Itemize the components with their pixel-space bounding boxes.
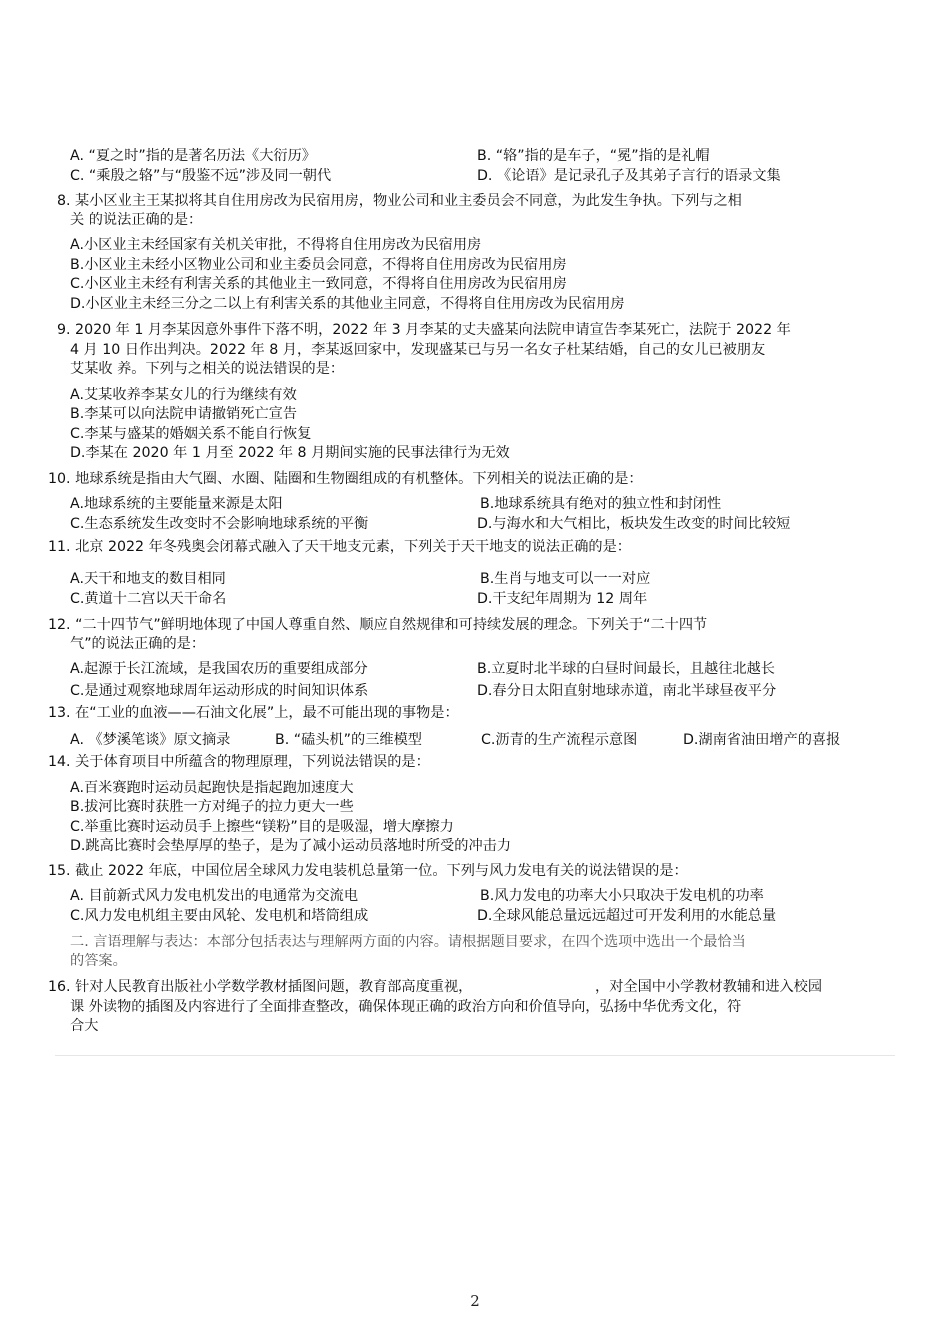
q13-stem: 13. 在“工业的血液——石油文化展”上，最不可能出现的事物是： [48,705,459,721]
page-number: 2 [470,1292,480,1310]
q16-line2: 课 外读物的插图及内容进行了全面排查整改，确保体现正确的政治方向和价值导向，弘扬中华优秀文化，符 [70,999,742,1015]
q7-option-a: A. “夏之时”指的是著名历法《大衍历》 [70,148,316,164]
q13-option-c: C.沥青的生产流程示意图 [481,732,638,748]
section-2-heading-line2: 的答案。 [70,953,127,969]
q15-option-a: A. 目前新式风力发电机发出的电通常为交流电 [70,888,359,904]
q13-option-b: B. “磕头机”的三维模型 [275,732,422,748]
q8-stem-line1: 8. 某小区业主王某拟将其自住用房改为民宿用房，物业公司和业主委员会不同意，为此发生争执。下列与之相 [57,193,742,209]
q8-option-d: D.小区业主未经三分之二以上有利害关系的其他业主同意，不得将自住用房改为民宿用房 [70,296,625,312]
q10-option-d: D.与海水和大气相比，板块发生改变的时间比较短 [477,516,791,532]
q7-option-b: B. “辂”指的是车子，“冕”指的是礼帽 [477,148,710,164]
q11-option-a: A.天干和地支的数目相同 [70,571,226,587]
q16-line3: 合大 [70,1018,99,1034]
q13-option-d: D.湖南省油田增产的喜报 [683,732,841,748]
q9-stem-line2: 4 月 10 日作出判决。2022 年 8 月，李某返回家中，发现盛某已与另一名女子杜某结婚，自己的女儿已被朋友 [70,342,766,358]
q12-stem-line2: 气”的说法正确的是： [70,636,206,652]
q14-option-a: A.百米赛跑时运动员起跑快是指起跑加速度大 [70,780,354,796]
q9-option-c: C.李某与盛某的婚姻关系不能自行恢复 [70,426,312,442]
q12-option-c: C.是通过观察地球周年运动形成的时间知识体系 [70,683,369,699]
section-2-heading-line1: 二. 言语理解与表达：本部分包括表达与理解两方面的内容。请根据题目要求，在四个选项中选出一个最恰当 [70,934,746,950]
q11-stem: 11. 北京 2022 年冬残奥会闭幕式融入了天干地支元素，下列关于天干地支的说法正确的是： [48,539,631,555]
q7-option-c: C. “乘殷之辂”与“殷鉴不远”涉及同一朝代 [70,168,332,184]
q12-stem-line1: 12. “二十四节气”鲜明地体现了中国人尊重自然、顺应自然规律和可持续发展的理念。下列关于“二十四节 [48,617,708,633]
q11-option-b: B.生肖与地支可以一一对应 [480,571,651,587]
q10-option-c: C.生态系统发生改变时不会影响地球系统的平衡 [70,516,369,532]
q14-option-b: B.拔河比赛时获胜一方对绳子的拉力更大一些 [70,799,354,815]
q15-option-d: D.全球风能总量远远超过可开发利用的水能总量 [477,908,777,924]
q9-stem-line1: 9. 2020 年 1 月李某因意外事件下落不明，2022 年 3 月李某的丈夫盛某向法院申请宣告李某死亡，法院于 2022 年 [57,322,791,338]
q9-option-b: B.李某可以向法院申请撤销死亡宣告 [70,406,298,422]
q7-option-d: D. 《论语》是记录孔子及其弟子言行的语录文集 [477,168,781,184]
q15-option-b: B.风力发电的功率大小只取决于发电机的功率 [480,888,764,904]
q10-option-b: B.地球系统具有绝对的独立性和封闭性 [480,496,722,512]
q11-option-d: D.干支纪年周期为 12 周年 [477,591,648,607]
q14-option-d: D.跳高比赛时会垫厚厚的垫子，是为了减小运动员落地时所受的冲击力 [70,838,512,854]
q15-stem: 15. 截止 2022 年底，中国位居全球风力发电装机总量第一位。下列与风力发电有关的说法错误的是： [48,863,688,879]
q12-option-d: D.春分日太阳直射地球赤道，南北半球昼夜平分 [477,683,777,699]
q10-option-a: A.地球系统的主要能量来源是太阳 [70,496,283,512]
q14-stem: 14. 关于体育项目中所蕴含的物理原理，下列说法错误的是： [48,754,430,770]
q9-stem-line3: 艾某收 养。下列与之相关的说法错误的是： [70,361,345,377]
q8-option-c: C.小区业主未经有利害关系的其他业主一致同意，不得将自住用房改为民宿用房 [70,276,567,292]
q12-option-a: A.起源于长江流域，是我国农历的重要组成部分 [70,661,368,677]
q13-option-a: A. 《梦溪笔谈》原文摘录 [70,732,231,748]
q8-option-b: B.小区业主未经小区物业公司和业主委员会同意，不得将自住用房改为民宿用房 [70,257,567,273]
q11-option-c: C.黄道十二宫以天干命名 [70,591,227,607]
page-divider [55,1055,895,1056]
q8-stem-line2: 关 的说法正确的是： [70,212,203,228]
q15-option-c: C.风力发电机组主要由风轮、发电机和塔筒组成 [70,908,369,924]
q8-option-a: A.小区业主未经国家有关机关审批，不得将自住用房改为民宿用房 [70,237,482,253]
q12-option-b: B.立夏时北半球的白昼时间最长，且越往北越长 [477,661,775,677]
q16-line1-part2: ，对全国中小学教材教辅和进入校园 [595,979,823,995]
q10-stem: 10. 地球系统是指由大气圈、水圈、陆圈和生物圈组成的有机整体。下列相关的说法正确的是： [48,471,643,487]
q9-option-d: D.李某在 2020 年 1 月至 2022 年 8 月期间实施的民事法律行为无效 [70,445,510,461]
q14-option-c: C.举重比赛时运动员手上擦些“镁粉”目的是吸湿，增大摩擦力 [70,819,454,835]
q9-option-a: A.艾某收养李某女儿的行为继续有效 [70,387,297,403]
q16-line1-part1: 16. 针对人民教育出版社小学数学教材插图问题，教育部高度重视， [48,979,473,995]
